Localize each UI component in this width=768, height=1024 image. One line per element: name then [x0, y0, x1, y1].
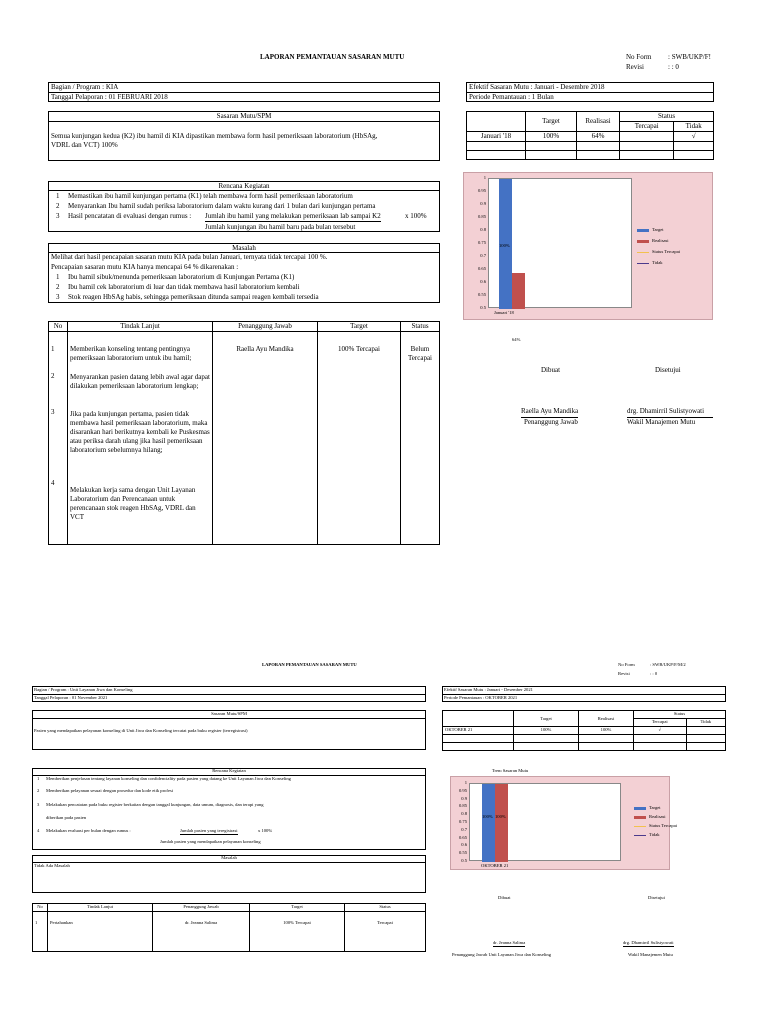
chart-1-data-label: 64% [512, 336, 521, 342]
sasaran-header: Sasaran Mutu/SPM [216, 112, 272, 120]
revisi-label: Revisi [626, 63, 644, 71]
disetujui-label: Disetujui [655, 366, 681, 374]
signer-2-2-role: Wakil Manajemen Mutu [628, 952, 673, 957]
legend-swatch [637, 229, 649, 232]
chart-2-ytick: 0.75 [458, 819, 467, 824]
chart-2-ytick: 0.5 [461, 858, 467, 863]
legend-swatch [637, 252, 649, 253]
rencana-item-2: Menyarankan Ibu hamil sudah periksa laboratorium dalam waktu kurang dari 1 bulan dari kunjungan pertama [68, 202, 376, 210]
status-2-h-target: Target [514, 711, 579, 727]
status-h-realisasi: Realisasi [577, 112, 620, 132]
status-2-h-tercapai: Tercapai [634, 719, 687, 727]
dibuat-2-label: Dibuat [498, 895, 511, 900]
tindak-table [48, 321, 440, 545]
sasaran-text: Semua kunjungan kedua (K2) ibu hamil di KIA dipastikan membawa form hasil pemeriksaan laboratorium (HbSAg, VDRL dan VCT) 100% [51, 132, 378, 149]
tl2-h-tindak: Tindak Lanjut [48, 904, 153, 912]
rencana-header: Rencana Kegiatan [218, 182, 270, 190]
rencana-no-1: 1 [56, 192, 60, 200]
status-tercapai [620, 132, 674, 142]
masalah-no-3: 3 [56, 293, 60, 301]
masalah-intro-2: Pencapaian sasaran mutu KIA hanya mencapai 64 % dikarenakan : [51, 263, 239, 271]
tanggal-2: Tanggal Pelaporan : 01 November 2021 [34, 695, 108, 700]
chart-1-ytick: 0.9 [480, 201, 486, 206]
rumus-multiplier: x 100% [405, 212, 427, 220]
tl-no-3: 3 [51, 408, 55, 416]
legend-swatch [637, 263, 649, 264]
signer-1-name: Raella Ayu Mandika [521, 407, 578, 418]
signer-2-1-role: Penanggung Jawab Unit Layanan Jiwa dan Konseling [452, 952, 551, 957]
tl-item-4: Melakukan kerja sama dengan Unit Layanan Laboratorium dan Perencanaan untuk perencanaan stok reagen HbSAg, VDRL dan VCT [70, 486, 196, 521]
tl-no-4: 4 [51, 479, 55, 487]
tl-pj-1: Raella Ayu Mandika [213, 332, 318, 545]
tl-h-no: No [49, 322, 68, 332]
tl2-status-1: Tercapai [345, 912, 426, 952]
rencana-2-header: Rencana Kegiatan [212, 768, 246, 773]
masalah-2-header: Masalah [221, 855, 237, 860]
status-h-target: Target [526, 112, 577, 132]
chart-1-ytick: 0.75 [477, 240, 486, 245]
tl-item-2: Menyarankan pasien datang lebih awal agar dapat dilakukan pemeriksaan laboratorium lengkap; [70, 373, 210, 390]
form-2-value: : SWB/UKP/F/M/2 [650, 662, 686, 667]
chart-1-ytick: 0.85 [477, 214, 486, 219]
rencana-2-item-4: Melakukan evaluasi per bulan dengan rumus : [46, 828, 131, 833]
rencana-2-no-2: 2 [37, 788, 40, 793]
status-2-tidak [686, 727, 725, 735]
status-2-h-status: Status [634, 711, 726, 719]
tl2-h-target: Target [250, 904, 345, 912]
masalah-no-2: 2 [56, 283, 60, 291]
signer-2-name: drg. Dhamirril Sulistyowati [627, 407, 713, 418]
status-2-h-tidak: Tidak [686, 719, 725, 727]
tanggal-pelaporan: Tanggal Pelaporan : 01 FEBRUARI 2018 [51, 93, 168, 101]
legend-swatch [637, 240, 649, 243]
chart-2-ytick: 1 [464, 780, 467, 785]
rencana-2-item-3: Melakukan pencatatan pada buku register berkaitan dengan tanggal kunjungan, data umum, diagnosis, dan terapi yang [46, 802, 264, 807]
tl-h-status: Status [401, 322, 440, 332]
bagian-2: Bagian / Program : Unit Layanan Jiwa dan Konseling [34, 687, 133, 692]
rencana-no-2: 2 [56, 202, 60, 210]
rencana-2-no-4: 4 [37, 828, 40, 833]
tl-h-target: Target [318, 322, 401, 332]
chart-1-ytick: 0.65 [477, 266, 486, 271]
chart-2-bar-target [482, 784, 495, 862]
chart-2-ytick: 0.65 [458, 834, 467, 840]
chart-2-bar-realisasi [495, 784, 508, 862]
form-2-label: No Form [618, 662, 635, 667]
masalah-intro: Melihat dari hasil pencapaian sasaran mutu KIA pada bulan Januari, ternyata tidak tercapai 100 %. [51, 253, 328, 261]
rumus-2-numerator: Jumlah pasien yang teregistrasi [180, 828, 238, 833]
tl-item-1: Memberikan konseling tentang pentingnya pemeriksaan laboratorium untuk ibu hamil; [70, 345, 192, 362]
chart-1 [463, 172, 713, 342]
status-2-h-realisasi: Realisasi [579, 711, 634, 727]
periode-2: Periode Pemantauan : OKTOBER 2021 [444, 695, 518, 700]
chart-2-legend-item: Status Tercapai [634, 823, 677, 829]
signer-2-2-name: drg. Dhamirril Sulistyowati [623, 940, 674, 945]
status-h-status: Status [620, 112, 714, 122]
form-value: : SWB/UKP/F! [668, 53, 711, 61]
chart-2-ytick: 0.85 [458, 803, 467, 809]
chart-1-legend-item: Realisasi [637, 238, 669, 244]
revisi-2-label: Revisi [618, 671, 630, 676]
status-tidak: √ [674, 132, 714, 142]
chart-2-ytick: 0.8 [461, 811, 467, 817]
masalah-item-3: Stok reagen HbSAg habis, sehingga pemeriksaan ditunda sampai reagen kembali tersedia [68, 293, 319, 301]
periode-pemantauan: Periode Pemantauan : 1 Bulan [469, 93, 554, 101]
tl-item-3: Jika pada kunjungan pertama, pasien tidak membawa hasil pemeriksaan laboratorium, maka disarankan hari berikutnya kembali ke Puskesmas atau periksa darah ulang jika hasil pemeriksaan laboratorium sebelumnya hilang; [70, 410, 210, 454]
status-2-target: 100% [514, 727, 579, 735]
signer-1-role: Penanggung Jawab [524, 418, 578, 426]
form-label: No Form [626, 53, 652, 61]
chart-1-bar-realisasi [512, 273, 525, 309]
chart-2-ytick: 0.6 [461, 842, 467, 848]
masalah-no-1: 1 [56, 273, 60, 281]
tl-no-2: 2 [51, 372, 55, 380]
report-2-title: LAPORAN PEMANTAUAN SASARAN MUTU [262, 662, 357, 667]
chart-2-plot [469, 783, 621, 861]
tl2-h-no: No [33, 904, 48, 912]
disetujui-2-label: Disetujui [648, 895, 665, 900]
rencana-2-item-2: Memberikan pelayanan sesuai dengan prosedur dan kode etik profesi [46, 788, 174, 793]
tl2-h-pj: Penanggung Jawab [153, 904, 250, 912]
tl-target-1: 100% Tercapai [318, 332, 401, 545]
chart-1-category: Januari '18 [494, 310, 514, 315]
rumus-2-multiplier: x 100% [258, 828, 273, 833]
chart-2-category: OKTOBER 21 [481, 863, 509, 868]
chart-1-legend-item: Status Tercapai [637, 249, 680, 255]
chart-1-ytick: 0.6 [480, 279, 486, 284]
rencana-2-item-3b: diberikan pada pasien [46, 815, 87, 820]
chart-1-ytick: 1 [483, 175, 486, 180]
chart-2-data-label: 100% [495, 814, 506, 819]
sasaran-2-header: Sasaran Mutu/SPM [211, 711, 247, 716]
rencana-no-3: 3 [56, 212, 60, 220]
chart-1-legend-item: Tidak [637, 260, 663, 266]
chart-2-title: Trenı Sasaran Mutu [491, 768, 529, 773]
chart-2-legend-item: Target [634, 805, 661, 811]
chart-1-ytick: 0.7 [480, 253, 486, 258]
tl-no-1: 1 [51, 345, 55, 353]
chart-2-ytick: 0.95 [458, 787, 467, 793]
masalah-item-1: Ibu hamil sibuk/menunda pemeriksaan laboratorium di Kunjungan Pertama (K1) [68, 273, 295, 281]
tl-h-tindak: Tindak Lanjut [68, 322, 213, 332]
signer-2-1-name: dr. Jeanna Salima [493, 940, 526, 945]
chart-1-legend-item: Target [637, 227, 664, 233]
dibuat-label: Dibuat [541, 366, 561, 374]
status-2-periode: OKTOBER 21 [443, 727, 514, 735]
tl2-h-status: Status [345, 904, 426, 912]
status-2-table [442, 710, 726, 751]
chart-2-ytick: 0.7 [461, 826, 467, 832]
tl2-no-1: 1 [33, 912, 48, 952]
rencana-item-1: Memastikan ibu hamil kunjungan pertama (K1) telah membawa form hasil pemeriksaan laboratorium [68, 192, 353, 200]
chart-1-ytick: 0.5 [480, 305, 486, 310]
chart-2-legend-item: Realisasi [634, 814, 666, 820]
efektif-sasaran: Efektif Sasaran Mutu : Januari - Desembre 2018 [469, 83, 605, 91]
rencana-2-no-1: 1 [37, 776, 40, 781]
chart-2-ytick: 0.55 [458, 850, 467, 856]
legend-swatch [634, 807, 646, 810]
tl2-item-1: Pertahankan [48, 912, 153, 952]
status-realisasi: 64% [577, 132, 620, 142]
tl-status-1: Belum Tercapai [401, 332, 440, 545]
rencana-2-no-3: 3 [37, 802, 40, 807]
chart-2-ytick: 0.9 [461, 795, 467, 801]
tindak-2-table [32, 903, 426, 952]
chart-2 [450, 776, 678, 870]
legend-swatch [634, 835, 646, 836]
tl2-pj-1: dr. Jeanna Salima [153, 912, 250, 952]
rumus-2-denominator: Jumlah pasien yang mendapatkan pelayanan konseling [160, 839, 261, 844]
chart-1-data-label: 100% [499, 243, 510, 248]
rencana-2-item-1: Memberikan penjelasan tentang layanan konseling dan confidenciality pada pasien yang datang ke Unit Layanan Jiwa dan Konseling [46, 776, 291, 781]
rencana-item-3: Hasil pencatatan di evaluasi dengan rumus : [68, 212, 192, 220]
status-target: 100% [526, 132, 577, 142]
revisi-2-value: : : 0 [650, 671, 658, 676]
status-2-tercapai: √ [634, 727, 687, 735]
status-2-realisasi: 100% [579, 727, 634, 735]
efektif-2: Efektif Sasaran Mutu : Januari - Desember 2021 [444, 687, 533, 692]
tl-h-pj: Penanggung Jawab [213, 322, 318, 332]
status-h-tidak: Tidak [674, 122, 714, 132]
report-title: LAPORAN PEMANTAUAN SASARAN MUTU [260, 53, 405, 61]
legend-swatch [634, 816, 646, 819]
chart-1-ytick: 0.55 [477, 292, 486, 297]
rumus-denominator: Jumlah kunjungan ibu hamil baru pada bulan tersebut [205, 223, 356, 231]
chart-1-ytick: 0.8 [480, 227, 486, 232]
status-table [466, 111, 714, 160]
status-h-tercapai: Tercapai [620, 122, 674, 132]
masalah-header: Masalah [232, 244, 256, 252]
masalah-item-2: Ibu hamil cek laboratorium di luar dan tidak membawa hasil laboratorium kembali [68, 283, 300, 291]
signer-2-role: Wakil Manajemen Mutu [627, 418, 696, 426]
rumus-numerator: Jumlah ibu hamil yang melakukan pemeriksaan lab sampai K2 [205, 212, 381, 220]
legend-swatch [634, 826, 646, 827]
chart-1-ytick: 0.95 [477, 188, 486, 193]
chart-2-legend-item: Tidak [634, 832, 660, 838]
tl2-target-1: 100% Tercapai [250, 912, 345, 952]
chart-2-data-label: 100% [482, 814, 493, 819]
status-periode: Januari '18 [467, 132, 526, 142]
sasaran-2-text: Pasien yang mendapatkan pelayanan konseling di Unit Jiwa dan Konseling tercatat pada buku register (terregistrasi) [34, 728, 248, 733]
bagian-program: Bagian / Program : KIA [51, 83, 119, 91]
masalah-2-text: Tidak Ada Masalah [34, 863, 70, 868]
revisi-value: : : 0 [668, 63, 679, 71]
